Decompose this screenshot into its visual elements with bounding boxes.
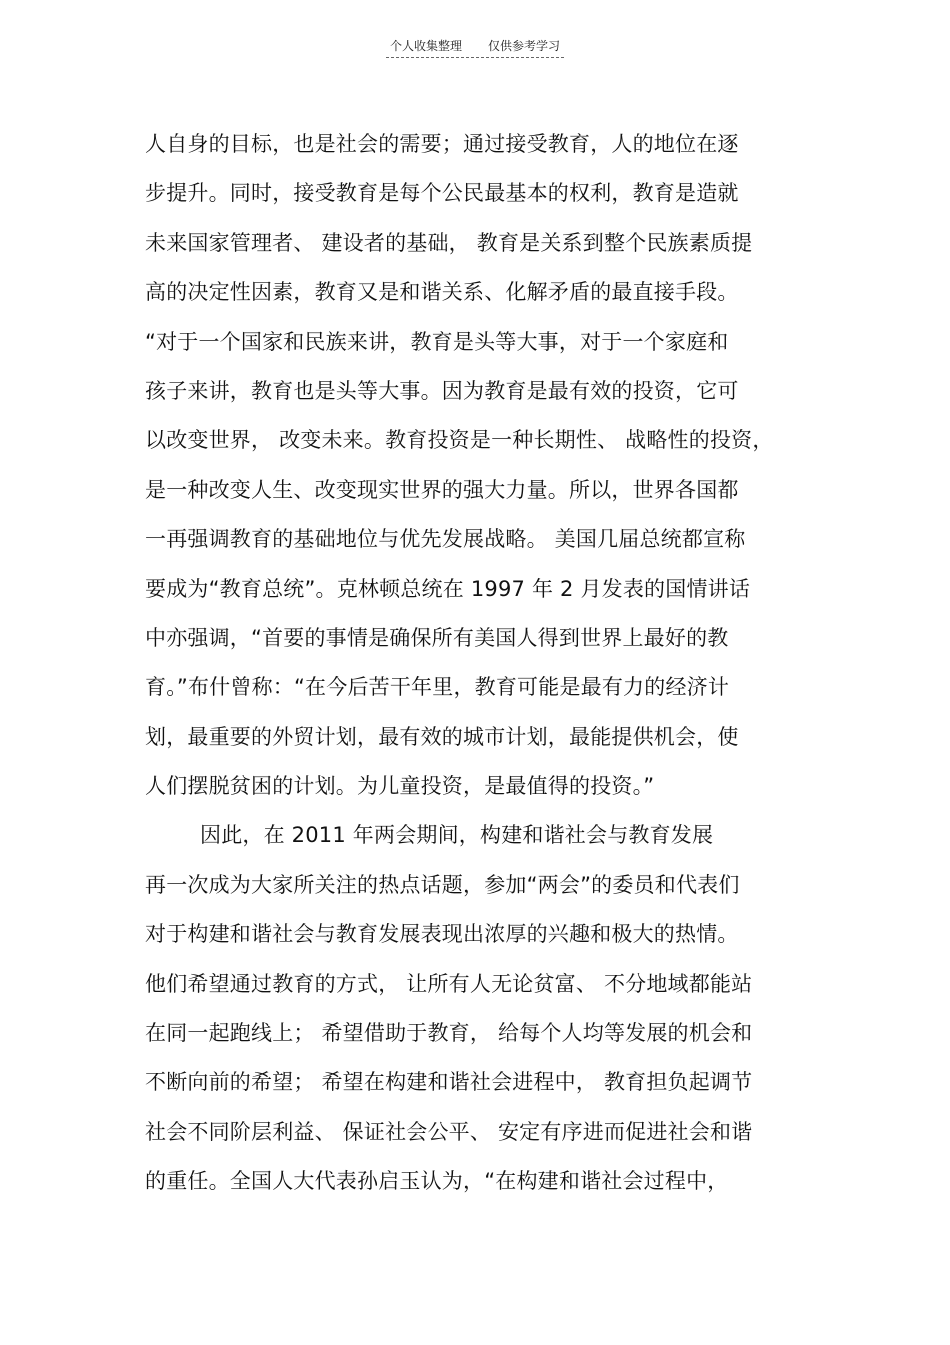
body-line: 要成为“教育总统”。克林顿总统在 1997 年 2 月发表的国情讲话 xyxy=(145,576,751,601)
body-line: 人自身的目标，也是社会的需要；通过接受教育，人的地位在逐 xyxy=(145,132,739,156)
body-line: 中亦强调，“首要的事情是确保所有美国人得到世界上最好的教 xyxy=(145,625,729,650)
document-body xyxy=(145,120,805,1207)
body-line: 再一次成为大家所关注的热点话题，参加“两会”的委员和代表们 xyxy=(145,872,740,897)
body-line: 人们摆脱贫困的计划。为儿童投资，是最值得的投资。” xyxy=(145,774,655,799)
body-line: 以改变世界， 改变未来。教育投资是一种长期性、 战略性的投资， xyxy=(145,428,774,453)
body-line: “对于一个国家和民族来讲，教育是头等大事，对于一个家庭和 xyxy=(145,329,729,354)
body-line: 步提升。同时，接受教育是每个公民最基本的权利，教育是造就 xyxy=(145,181,739,206)
body-line: 在同一起跑线上； 希望借助于教育， 给每个人均等发展的机会和 xyxy=(145,1021,753,1046)
body-line: 一再强调教育的基础地位与优先发展战略。 美国几届总统都宣称 xyxy=(145,527,746,552)
header-underline xyxy=(386,38,564,58)
header-left-text: 个人收集整理 xyxy=(389,39,462,53)
header-right-text: 仅供参考学习 xyxy=(488,39,561,53)
body-line: 育。”布什曾称：“在今后苦干年里，教育可能是最有力的经济计 xyxy=(145,675,730,700)
body-line: 高的决定性因素，教育又是和谐关系、化解矛盾的最直接手段。 xyxy=(145,280,739,305)
body-line: 对于构建和谐社会与教育发展表现出浓厚的兴趣和极大的热情。 xyxy=(145,922,739,947)
body-line: 社会不同阶层利益、 保证社会公平、 安定有序进而促进社会和谐 xyxy=(145,1119,753,1144)
body-line: 孩子来讲，教育也是头等大事。因为教育是最有效的投资，它可 xyxy=(145,378,739,403)
body-line: 的重任。全国人大代表孙启玉认为，“在构建和谐社会过程中， xyxy=(145,1169,729,1194)
page-header xyxy=(0,38,950,58)
body-line: 因此，在 2011 年两会期间，构建和谐社会与教育发展 xyxy=(145,823,714,848)
body-line: 不断向前的希望； 希望在构建和谐社会进程中， 教育担负起调节 xyxy=(145,1070,753,1095)
body-line: 他们希望通过教育的方式， 让所有人无论贫富、 不分地域都能站 xyxy=(145,971,753,996)
body-line: 未来国家管理者、 建设者的基础， 教育是关系到整个民族素质提 xyxy=(145,230,753,255)
body-line: 划，最重要的外贸计划，最有效的城市计划，最能提供机会，使 xyxy=(145,724,739,749)
body-line: 是一种改变人生、改变现实世界的强大力量。所以，世界各国都 xyxy=(145,477,739,502)
